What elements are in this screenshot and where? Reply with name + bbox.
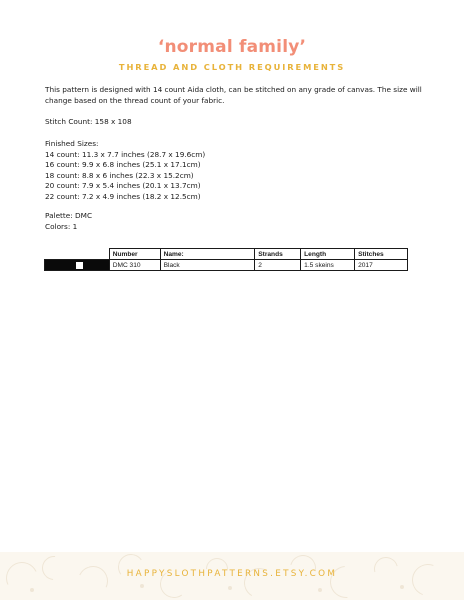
stitch-count: Stitch Count: 158 x 108 xyxy=(45,117,132,126)
column-header-stitches: Stitches xyxy=(355,249,408,260)
color-swatch xyxy=(45,260,110,271)
column-header-name: Name: xyxy=(160,249,255,260)
swatch-header xyxy=(45,249,110,260)
decorative-dot-icon xyxy=(30,588,34,592)
decorative-dot-icon xyxy=(400,585,404,589)
column-header-strands: Strands xyxy=(255,249,301,260)
intro-line: change based on the thread count of your fabric. xyxy=(45,95,225,105)
decorative-swirl-icon xyxy=(74,562,112,600)
finished-size-item: 14 count: 11.3 x 7.7 inches (28.7 x 19.6cm) xyxy=(45,149,206,159)
page-subtitle: THREAD AND CLOTH REQUIREMENTS xyxy=(118,62,346,72)
decorative-dot-icon xyxy=(140,584,144,588)
thread-name: Black xyxy=(160,260,255,271)
intro-line: This pattern is designed with 14 count Aida cloth, can be stitched on any grade of canvas. The size will xyxy=(45,85,422,94)
decorative-swirl-icon xyxy=(323,559,368,600)
intro-paragraph xyxy=(45,85,425,106)
finished-size-item: 22 count: 7.2 x 4.9 inches (18.2 x 12.5cm) xyxy=(45,191,201,201)
footer-url: HAPPYSLOTHPATTERNS.ETSY.COM xyxy=(126,569,338,579)
palette-info xyxy=(45,211,92,232)
page-title: ‘normal family’ xyxy=(157,37,307,57)
column-header-length: Length xyxy=(301,249,355,260)
table-header-row xyxy=(45,249,408,260)
thread-length: 1.5 skeins xyxy=(301,260,355,271)
finished-size-item: 18 count: 8.8 x 6 inches (22.3 x 15.2cm) xyxy=(45,170,194,180)
colors-count: Colors: 1 xyxy=(45,221,78,231)
decorative-dot-icon xyxy=(228,586,232,590)
thread-stitches: 2017 xyxy=(355,260,408,271)
thread-table xyxy=(44,248,408,271)
thread-number: DMC 310 xyxy=(109,260,160,271)
palette-line: Palette: DMC xyxy=(45,211,93,220)
finished-size-item: 16 count: 9.9 x 6.8 inches (25.1 x 17.1cm) xyxy=(45,160,201,170)
finished-sizes xyxy=(45,139,205,203)
finished-sizes-heading: Finished Sizes: xyxy=(45,139,99,148)
decorative-dot-icon xyxy=(318,588,322,592)
column-header-number: Number xyxy=(109,249,160,260)
decorative-swirl-icon xyxy=(407,559,450,600)
finished-size-item: 20 count: 7.9 x 5.4 inches (20.1 x 13.7cm) xyxy=(45,181,201,191)
swatch-symbol-icon xyxy=(76,262,83,269)
thread-strands: 2 xyxy=(255,260,301,271)
table-row xyxy=(45,260,408,271)
